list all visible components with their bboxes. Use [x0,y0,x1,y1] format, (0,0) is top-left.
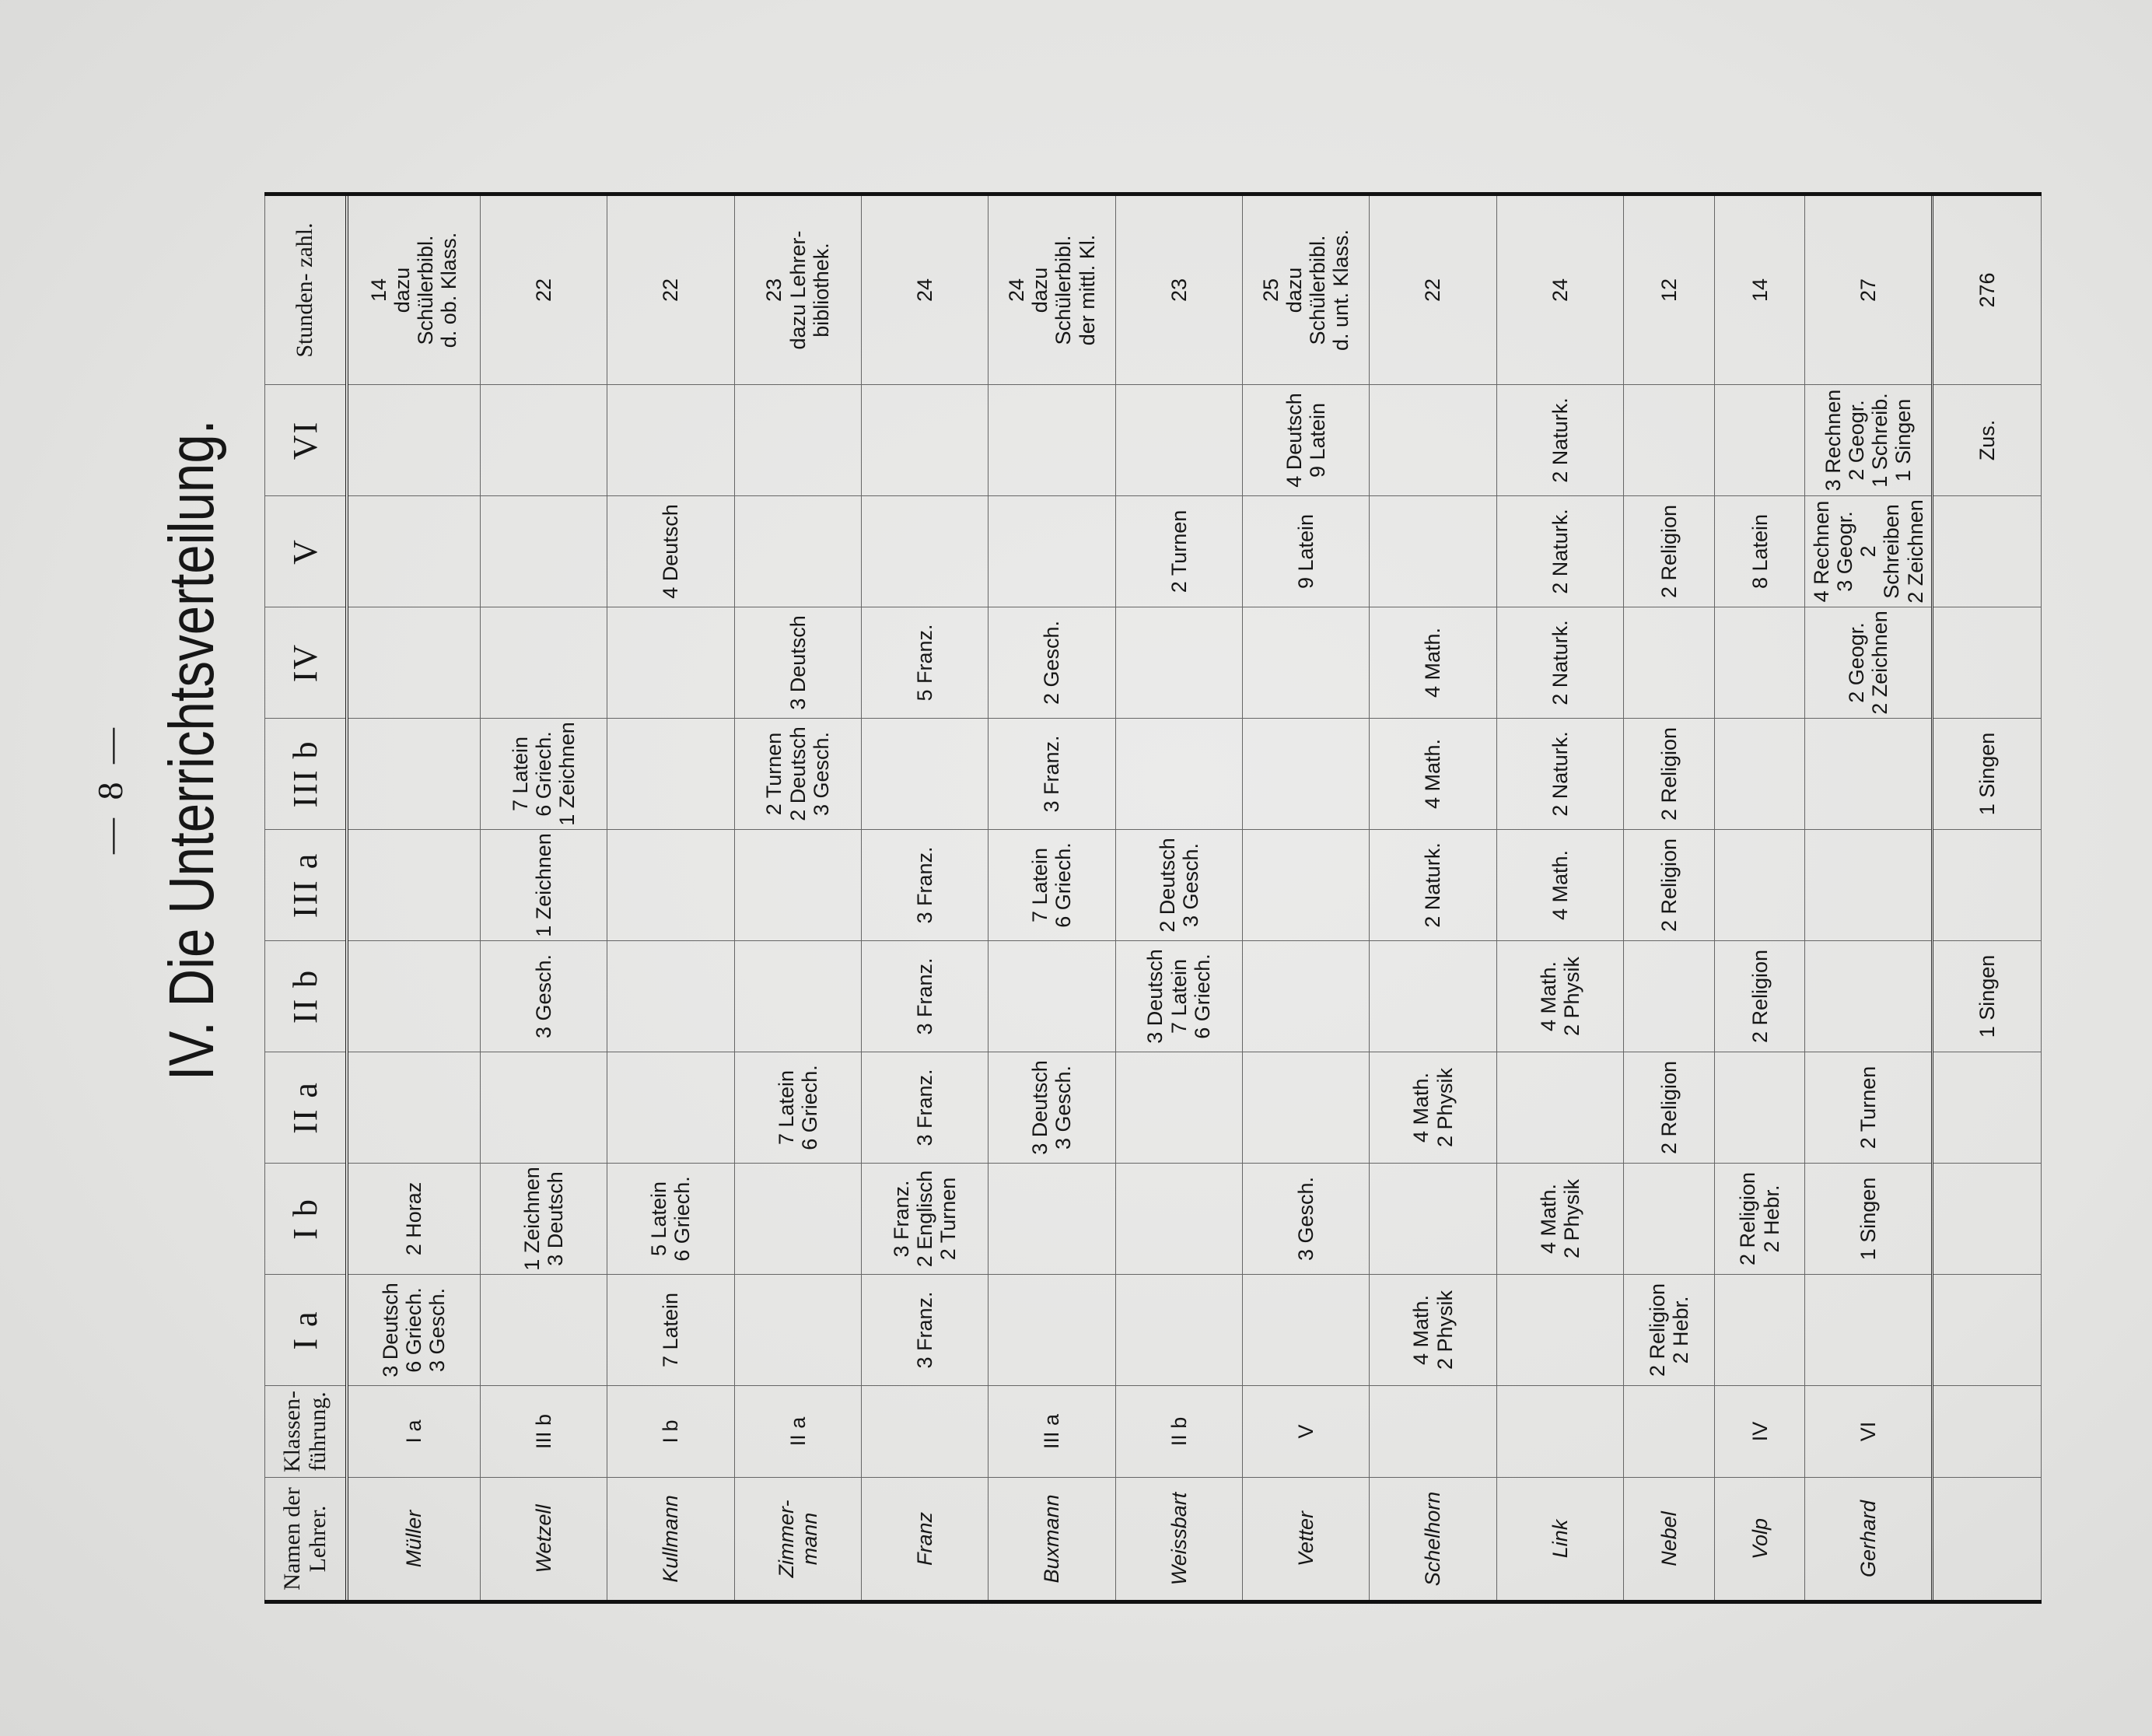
lesson-cell [480,1275,607,1386]
lesson-cell: 2 Deutsch 3 Gesch. [1115,830,1242,941]
lesson-cell: 2 Religion 2 Hebr. [1714,1164,1805,1275]
lesson-cell [734,941,861,1052]
summary-cell [1933,496,2042,607]
lesson-cell: 2 Naturk. [1496,385,1623,496]
hours-total: 24 [1496,194,1623,385]
lesson-cell [1115,1164,1242,1275]
lesson-cell [1370,385,1496,496]
hours-total: 22 [1370,194,1496,385]
lesson-cell [861,496,988,607]
hours-total: 14 dazu Schülerbibl. d. ob. Klass. [347,194,481,385]
lesson-cell [1805,830,1933,941]
hours-total: 23 dazu Lehrer- bibliothek. [734,194,861,385]
lesson-cell: 4 Math. [1370,719,1496,830]
lesson-cell [1243,1052,1370,1164]
lesson-cell [1115,607,1242,719]
class-leadership [1624,1386,1715,1478]
lesson-cell: 2 Religion [1714,941,1805,1052]
class-leadership: III b [480,1386,607,1478]
class-leadership: I b [607,1386,734,1478]
lesson-cell: 2 Horaz [347,1164,481,1275]
lesson-cell [1805,941,1933,1052]
teacher-name: Weissbart [1115,1478,1242,1602]
lesson-cell: 2 Gesch. [989,607,1115,719]
lesson-cell [607,941,734,1052]
teacher-name: Müller [347,1478,481,1602]
lesson-cell [734,1164,861,1275]
teacher-name: Nebel [1624,1478,1715,1602]
lesson-cell: 2 Religion [1624,1052,1715,1164]
lesson-cell: 3 Franz. 2 Englisch 2 Turnen [861,1164,988,1275]
header-class: I a [265,1275,347,1386]
lesson-cell: 1 Zeichnen [480,830,607,941]
lesson-cell: 4 Math. 2 Physik [1370,1052,1496,1164]
header-class: III a [265,830,347,941]
lesson-cell: 7 Latein 6 Griech. [734,1052,861,1164]
teacher-name: Vetter [1243,1478,1370,1602]
total-label: Zus. [1933,385,2042,496]
hours-total: 25 dazu Schülerbibl. d. unt. Klass. [1243,194,1370,385]
header-class: VI [265,385,347,496]
summary-cell [1933,1275,2042,1386]
lesson-cell: 4 Deutsch [607,496,734,607]
teacher-row [347,194,481,1602]
lesson-cell [1243,719,1370,830]
lesson-cell [1714,1275,1805,1386]
lesson-cell [1714,830,1805,941]
hours-total: 14 [1714,194,1805,385]
summary-cell: 1 Singen [1933,941,2042,1052]
lesson-cell: 2 Religion [1624,830,1715,941]
lesson-cell: 2 Turnen 2 Deutsch 3 Gesch. [734,719,861,830]
class-leadership: III a [989,1386,1115,1478]
summary-row [1933,194,2042,1602]
teacher-row [1496,194,1623,1602]
teacher-row [1115,194,1242,1602]
lesson-cell: 2 Turnen [1805,1052,1933,1164]
lesson-cell: 3 Franz. [861,830,988,941]
header-class: I b [265,1164,347,1275]
grand-total: 276 [1933,194,2042,385]
lesson-cell: 3 Deutsch [734,607,861,719]
lesson-cell [347,1052,481,1164]
class-leadership: II a [734,1386,861,1478]
lesson-cell [607,385,734,496]
teacher-row [1243,194,1370,1602]
lesson-cell: 3 Franz. [989,719,1115,830]
page-number: — 8 — [90,723,130,854]
class-leadership: VI [1805,1386,1933,1478]
header-class: II a [265,1052,347,1164]
lesson-cell: 3 Rechnen 2 Geogr. 1 Schreib. 1 Singen [1805,385,1933,496]
lesson-cell [1243,607,1370,719]
hours-total: 24 [861,194,988,385]
lesson-cell: 2 Turnen [1115,496,1242,607]
lesson-cell [347,385,481,496]
teacher-row [480,194,607,1602]
class-leadership: IV [1714,1386,1805,1478]
hours-total: 24 dazu Schülerbibl. der mittl. Kl. [989,194,1115,385]
lesson-cell: 3 Gesch. [1243,1164,1370,1275]
hours-total: 22 [480,194,607,385]
teacher-name: Volp [1714,1478,1805,1602]
header-teacher-names: Namen der Lehrer. [265,1478,347,1602]
teacher-name: Kullmann [607,1478,734,1602]
lesson-cell: 2 Naturk. [1496,719,1623,830]
lesson-cell [1243,941,1370,1052]
summary-spacer [1933,1478,2042,1602]
lesson-cell [1496,1052,1623,1164]
header-class: V [265,496,347,607]
lesson-cell: 8 Latein [1714,496,1805,607]
lesson-cell [607,719,734,830]
lesson-cell [607,830,734,941]
lesson-cell [1115,1275,1242,1386]
lesson-cell [734,496,861,607]
lesson-cell [480,1052,607,1164]
lesson-cell: 2 Religion [1624,719,1715,830]
teacher-name: Schelhorn [1370,1478,1496,1602]
lesson-cell [1714,719,1805,830]
lesson-cell [861,719,988,830]
lesson-cell: 1 Zeichnen 3 Deutsch [480,1164,607,1275]
lesson-cell: 4 Math. [1370,607,1496,719]
lesson-cell [607,1052,734,1164]
teacher-row [1714,194,1805,1602]
lesson-cell [1370,1164,1496,1275]
lesson-cell: 2 Religion [1624,496,1715,607]
lesson-cell [989,1275,1115,1386]
teacher-row [1805,194,1933,1602]
lesson-cell: 7 Latein [607,1275,734,1386]
lesson-cell [1624,607,1715,719]
lesson-cell [480,607,607,719]
lesson-cell [1805,1275,1933,1386]
lesson-cell: 3 Franz. [861,941,988,1052]
lesson-cell [347,607,481,719]
header-class: III b [265,719,347,830]
lesson-cell [734,1275,861,1386]
header-class-leadership: Klassen- führung. [265,1386,347,1478]
header-row [265,194,347,1602]
hours-total: 27 [1805,194,1933,385]
lesson-cell: 2 Religion 2 Hebr. [1624,1275,1715,1386]
lesson-cell [480,496,607,607]
lesson-cell [347,719,481,830]
page-title: IV. Die Unterrichtsverteilung. [156,419,227,1081]
summary-cell [1933,1052,2042,1164]
lesson-cell: 7 Latein 6 Griech. [989,830,1115,941]
summary-cell [1933,830,2042,941]
class-leadership [1496,1386,1623,1478]
hours-total: 23 [1115,194,1242,385]
lesson-cell: 7 Latein 6 Griech. 1 Zeichnen [480,719,607,830]
lesson-cell [989,385,1115,496]
header-hours: Stunden- zahl. [265,194,347,385]
teacher-name: Franz [861,1478,988,1602]
teacher-row [1370,194,1496,1602]
teacher-row [989,194,1115,1602]
class-leadership [861,1386,988,1478]
lesson-cell: 2 Naturk. [1496,496,1623,607]
lesson-cell [607,607,734,719]
lesson-cell: 4 Math. 2 Physik [1370,1275,1496,1386]
lesson-cell: 1 Singen [1805,1164,1933,1275]
lesson-cell [1370,941,1496,1052]
lesson-cell [480,385,607,496]
lesson-cell: 3 Gesch. [480,941,607,1052]
teacher-row [734,194,861,1602]
lesson-cell: 4 Deutsch 9 Latein [1243,385,1370,496]
lesson-cell: 3 Deutsch 3 Gesch. [989,1052,1115,1164]
lesson-cell [347,830,481,941]
lesson-cell [1714,385,1805,496]
lesson-cell [861,385,988,496]
teacher-row [1624,194,1715,1602]
summary-spacer [1933,1386,2042,1478]
lesson-cell [1624,385,1715,496]
lesson-cell: 2 Naturk. [1370,830,1496,941]
header-class: II b [265,941,347,1052]
lesson-cell: 3 Deutsch 7 Latein 6 Griech. [1115,941,1242,1052]
lesson-cell: 3 Franz. [861,1052,988,1164]
lesson-cell [1243,830,1370,941]
lesson-cell [1496,1275,1623,1386]
lesson-cell: 4 Math. 2 Physik [1496,1164,1623,1275]
teacher-name: Gerhard [1805,1478,1933,1602]
lesson-cell [1115,1052,1242,1164]
lesson-cell [1370,496,1496,607]
hours-total: 12 [1624,194,1715,385]
lesson-cell [347,496,481,607]
summary-cell: 1 Singen [1933,719,2042,830]
lesson-cell: 5 Latein 6 Griech. [607,1164,734,1275]
summary-cell [1933,607,2042,719]
class-leadership: I a [347,1386,481,1478]
lesson-cell: 4 Rechnen 3 Geogr. 2 Schreiben 2 Zeichnen [1805,496,1933,607]
lesson-cell: 4 Math. [1496,830,1623,941]
lesson-cell [1624,941,1715,1052]
teacher-name: Zimmer- mann [734,1478,861,1602]
lesson-cell: 3 Deutsch 6 Griech. 3 Gesch. [347,1275,481,1386]
lesson-cell [734,830,861,941]
lesson-cell [1115,385,1242,496]
lesson-cell: 5 Franz. [861,607,988,719]
lesson-cell [989,941,1115,1052]
lesson-cell [1714,1052,1805,1164]
teacher-name: Buxmann [989,1478,1115,1602]
lesson-cell [1243,1275,1370,1386]
class-leadership: II b [1115,1386,1242,1478]
hours-total: 22 [607,194,734,385]
lesson-cell [347,941,481,1052]
lesson-cell [1115,719,1242,830]
teacher-row [607,194,734,1602]
lesson-cell: 2 Geogr. 2 Zeichnen [1805,607,1933,719]
lesson-cell [1714,607,1805,719]
teacher-name: Link [1496,1478,1623,1602]
lesson-cell [989,1164,1115,1275]
lesson-cell [1805,719,1933,830]
lesson-cell: 2 Naturk. [1496,607,1623,719]
teaching-assignment-table [264,192,2042,1604]
lesson-cell: 4 Math. 2 Physik [1496,941,1623,1052]
lesson-cell: 3 Franz. [861,1275,988,1386]
lesson-cell [989,496,1115,607]
lesson-cell [1624,1164,1715,1275]
lesson-cell [734,385,861,496]
class-leadership: V [1243,1386,1370,1478]
teacher-row [861,194,988,1602]
class-leadership [1370,1386,1496,1478]
teacher-name: Wetzell [480,1478,607,1602]
summary-cell [1933,1164,2042,1275]
header-class: IV [265,607,347,719]
lesson-cell: 9 Latein [1243,496,1370,607]
